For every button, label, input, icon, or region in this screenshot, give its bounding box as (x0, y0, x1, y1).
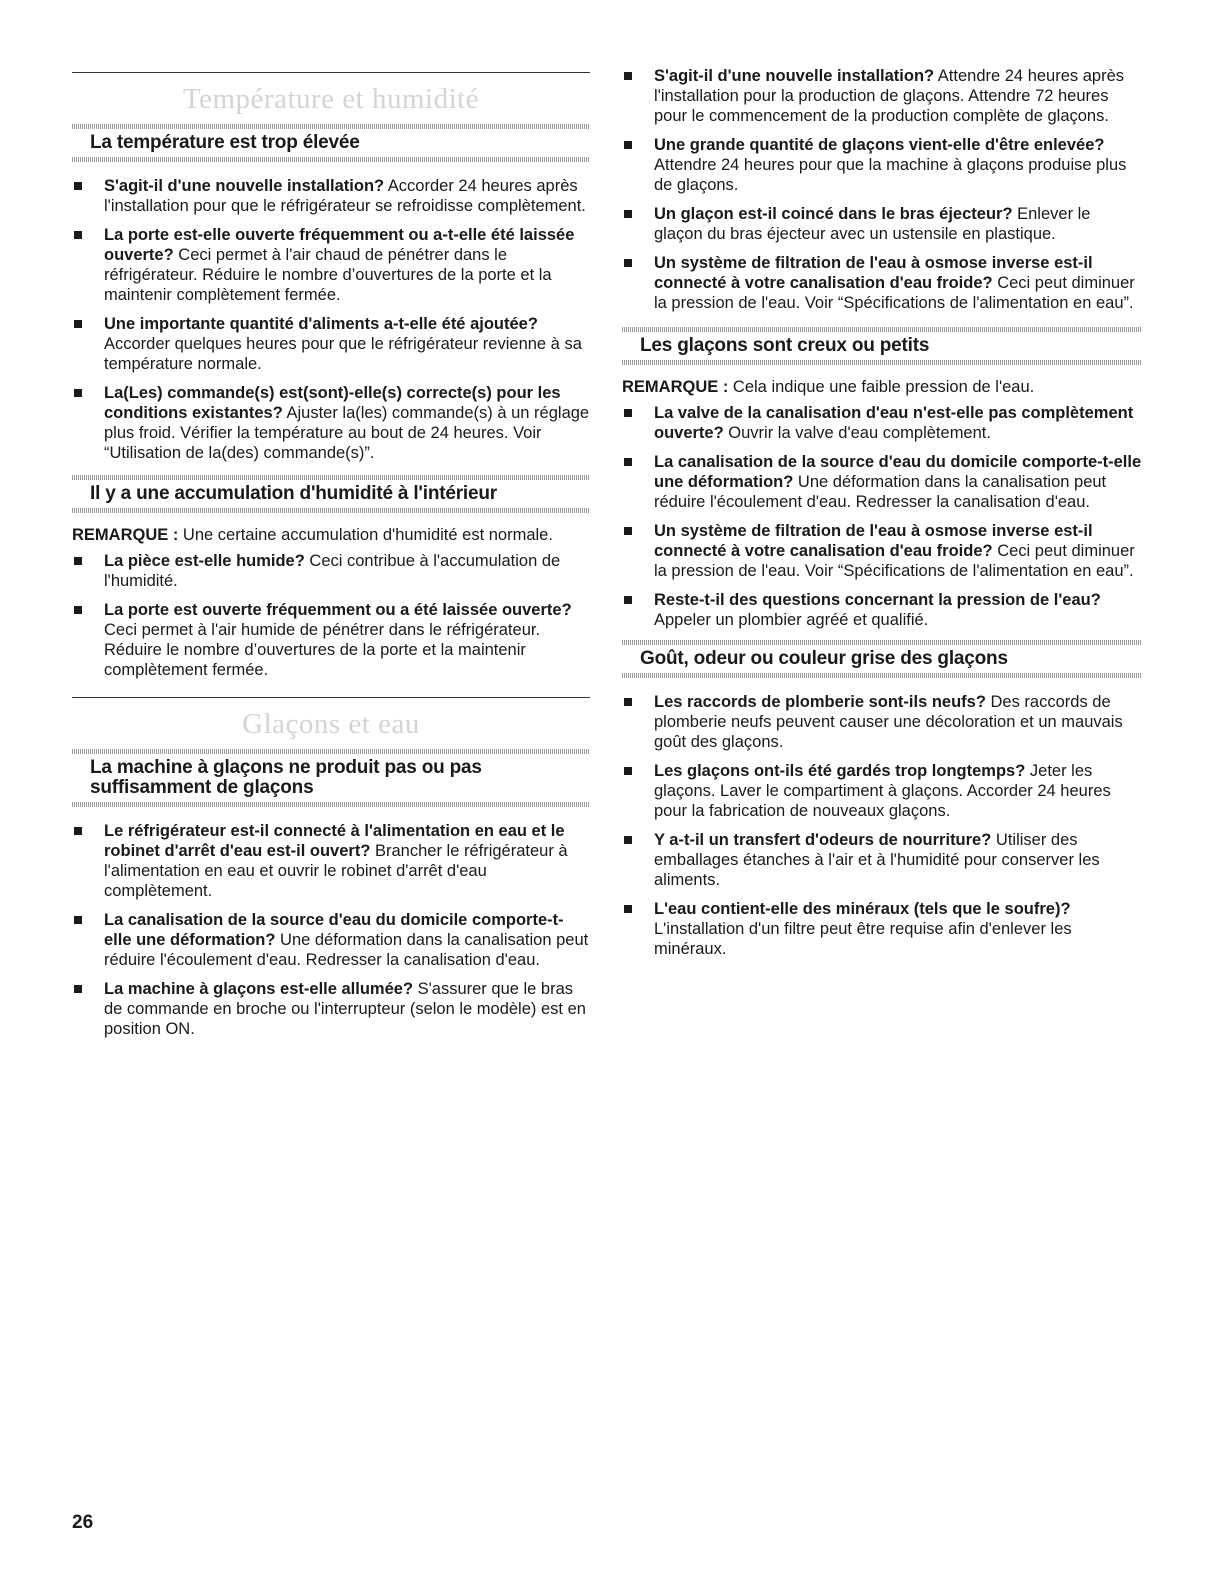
list-item: Les glaçons ont-ils été gardés trop longtemps? Jeter les glaçons. Laver le compartiment à glaçons. Accorder 24 heures pour la fabrication de nouveaux glaçons. (622, 761, 1142, 821)
right-column (622, 0, 1142, 968)
list-hollow-ice (622, 403, 1142, 630)
section-title-ice-water: Glaçons et eau (242, 708, 420, 740)
list-temp-high (72, 176, 590, 463)
list-taste-odor (622, 692, 1142, 959)
list-item: La(Les) commande(s) est(sont)-elle(s) correcte(s) pour les conditions existantes? Ajuster la(les) commande(s) à un réglage plus froid. Vérifier la température au bout de 24 heures. Voir “Utilisation de la(des) commande(s)”. (72, 383, 590, 463)
list-item: La machine à glaçons est-elle allumée? S'assurer que le bras de commande en broche ou l'interrupteur (selon le modèle) est en position ON. (72, 979, 590, 1039)
list-item: Une importante quantité d'aliments a-t-elle été ajoutée? Accorder quelques heures pour que le réfrigérateur revienne à sa température normale. (72, 314, 590, 374)
section-title-temperature: Température et humidité (182, 83, 480, 115)
list-item: Un glaçon est-il coincé dans le bras éjecteur? Enlever le glaçon du bras éjecteur avec un ustensile en plastique. (622, 204, 1142, 244)
subheading-taste-odor: Goût, odeur ou couleur grise des glaçons (640, 648, 1008, 669)
list-item: La porte est-elle ouverte fréquemment ou a-t-elle été laissée ouverte? Ceci permet à l'air chaud de pénétrer dans le réfrigérateur. Réduire le nombre d’ouvertures de la porte et la maintenir complètement fermée. (72, 225, 590, 305)
hatch-divider (622, 360, 1142, 365)
list-item: Le réfrigérateur est-il connecté à l'alimentation en eau et le robinet d'arrêt d'eau est-il ouvert? Brancher le réfrigérateur à l'alimentation en eau et ouvrir le robinet d'arrêt d'eau complètement. (72, 821, 590, 901)
note-low-pressure: REMARQUE : Cela indique une faible pression de l'eau. (622, 378, 1035, 396)
left-column (72, 0, 590, 1048)
subheading-humidity: Il y a une accumulation d'humidité à l'intérieur (90, 483, 497, 504)
list-humidity (72, 551, 590, 680)
list-item: Une grande quantité de glaçons vient-elle d'être enlevée? Attendre 24 heures pour que la machine à glaçons produise plus de glaçons. (622, 135, 1142, 195)
list-item: La porte est ouverte fréquemment ou a été laissée ouverte? Ceci permet à l'air humide de pénétrer dans le réfrigérateur. Réduire le nombre d’ouvertures de la porte et la maintenir complètement fermée. (72, 600, 590, 680)
list-ice-maker (72, 821, 590, 1039)
subheading-temp-high: La température est trop élevée (90, 132, 360, 153)
hatch-divider (72, 157, 590, 162)
page-number: 26 (72, 1512, 94, 1533)
list-item: Les raccords de plomberie sont-ils neufs? Des raccords de plomberie neufs peuvent causer une décoloration et un mauvais goût des glaçons. (622, 692, 1142, 752)
list-item: Un système de filtration de l'eau à osmose inverse est-il connecté à votre canalisation d'eau froide? Ceci peut diminuer la pression de l'eau. Voir “Spécifications de l'alimentation en eau”. (622, 253, 1142, 313)
hatch-divider (72, 802, 590, 807)
note-humidity: REMARQUE : Une certaine accumulation d'humidité est normale. (72, 526, 553, 544)
list-ice-maker-continued (622, 66, 1142, 313)
hatch-divider (622, 673, 1142, 678)
list-item: Y a-t-il un transfert d'odeurs de nourriture? Utiliser des emballages étanches à l'air et à l'humidité pour conserver les aliments. (622, 830, 1142, 890)
hatch-divider (72, 508, 590, 513)
list-item: La canalisation de la source d'eau du domicile comporte-t-elle une déformation? Une déformation dans la canalisation peut réduire l'écoulement d'eau. Redresser la canalisation d'eau. (622, 452, 1142, 512)
list-item: La valve de la canalisation d'eau n'est-elle pas complètement ouverte? Ouvrir la valve d'eau complètement. (622, 403, 1142, 443)
list-item: Reste-t-il des questions concernant la pression de l'eau? Appeler un plombier agréé et qualifié. (622, 590, 1142, 630)
list-item: S'agit-il d'une nouvelle installation? Accorder 24 heures après l'installation pour que le réfrigérateur se refroidisse complètement. (72, 176, 590, 216)
list-item: La pièce est-elle humide? Ceci contribue à l'accumulation de l'humidité. (72, 551, 590, 591)
list-item: S'agit-il d'une nouvelle installation? Attendre 24 heures après l'installation pour la production de glaçons. Attendre 72 heures pour le commencement de la production complète de glaçons. (622, 66, 1142, 126)
list-item: Un système de filtration de l'eau à osmose inverse est-il connecté à votre canalisation d'eau froide? Ceci peut diminuer la pression de l'eau. Voir “Spécifications de l'alimentation en eau”. (622, 521, 1142, 581)
list-item: La canalisation de la source d'eau du domicile comporte-t-elle une déformation? Une déformation dans la canalisation peut réduire l'écoulement d'eau. Redresser la canalisation d'eau. (72, 910, 590, 970)
list-item: L'eau contient-elle des minéraux (tels que le soufre)? L'installation d'un filtre peut être requise afin d'enlever les minéraux. (622, 899, 1142, 959)
subheading-ice-maker: La machine à glaçons ne produit pas ou pas suffisamment de glaçons (90, 757, 482, 798)
subheading-hollow-ice: Les glaçons sont creux ou petits (640, 335, 930, 356)
